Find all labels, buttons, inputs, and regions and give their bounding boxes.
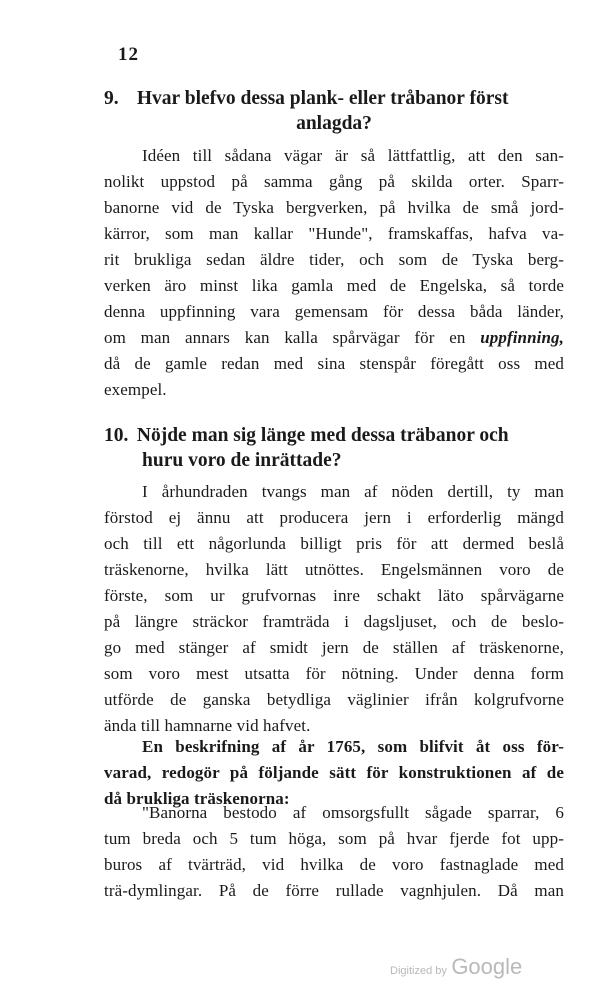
text-line: träskenorne, hvilka lätt utnöttes. Engelsmännen voro de: [104, 560, 564, 579]
text-line: "Banorna bestodo af omsorgsfullt sågade sparrar, 6: [142, 803, 564, 822]
watermark-prefix: Digitized by: [390, 965, 447, 977]
text-line: verken äro minst lika gamla med de Engelska, så torde: [104, 276, 564, 295]
text-line: och till ett någorlunda billigt pris för att dermed beslå: [104, 534, 564, 553]
section-10-title-line-2: huru voro de inrättade?: [142, 450, 342, 471]
section-9-title-line-1: Hvar blefvo dessa plank- eller tråbanor först: [136, 88, 509, 109]
section-9-paragraph: [104, 143, 564, 403]
text-fragment: om man annars kan kalla spårvägar för en: [104, 328, 466, 347]
text-line: förstod ej ännu att producera jern i erforderlig mängd: [104, 508, 564, 527]
text-line: Idéen till sådana vägar är så lättfattlig, att den san-: [142, 146, 564, 165]
text-line: denna uppfinning vara gemensam för dessa båda länder,: [104, 302, 564, 321]
text-line: kärror, som man kallar "Hunde", framskaffas, hafva va-: [104, 224, 564, 243]
text-line: exempel.: [104, 380, 167, 399]
section-10-title-line-1: Nöjde man sig länge med dessa träbanor och: [136, 425, 509, 446]
section-9-heading: [104, 86, 564, 136]
text-line: som voro mest utsatta för nötning. Under denna form: [104, 664, 564, 683]
page-number: 12: [118, 44, 139, 65]
section-10-heading: [104, 423, 564, 473]
text-line: då de gamle redan med sina stenspår föregått oss med: [104, 354, 564, 373]
text-line-with-emphasis: [104, 325, 564, 351]
section-10-quotation: [104, 800, 564, 904]
text-line: rit brukliga sedan äldre tider, och som de Tyska berg-: [104, 250, 564, 269]
text-line: utförde de ganska betydliga väglinier ifrån kolgrufvorne: [104, 690, 564, 709]
watermark-brand: Google: [451, 954, 523, 979]
section-9-title-line-2: anlagda?: [296, 113, 372, 134]
text-line: buros af tvärträd, vid hvilka de voro fastnaglade med: [104, 855, 564, 874]
text-line: ända till hamnarne vid hafvet.: [104, 716, 311, 735]
text-line: go med stänger af smidt jern de ställen af träskenorne,: [104, 638, 564, 657]
section-10-number: 10.: [104, 425, 129, 446]
text-line: trä-dymlingar. På de förre rullade vagnhjulen. Då man: [104, 881, 564, 900]
emphasized-word: uppfinning,: [480, 328, 564, 347]
digitized-by-google-watermark: [390, 954, 522, 980]
text-line: varad, redogör på följande sätt för konstruktionen af de: [104, 763, 564, 782]
section-10-paragraph-1: [104, 479, 564, 739]
text-line: tum breda och 5 tum höga, som på hvar fjerde fot upp-: [104, 829, 564, 848]
text-line: I århundraden tvangs man af nöden dertill, ty man: [142, 482, 564, 501]
section-9-number: 9.: [104, 88, 119, 109]
text-line: nolikt uppstod på samma gång på skilda orter. Sparr-: [104, 172, 564, 191]
text-line: förste, som ur grufvornas inre schakt läto spårvägarne: [104, 586, 564, 605]
text-line: En beskrifning af år 1765, som blifvit åt oss för-: [142, 737, 564, 756]
text-line: banorne vid de Tyska bergverken, på hvilka de små jord-: [104, 198, 564, 217]
text-line: då brukliga träskenorna:: [104, 789, 290, 808]
text-line: på längre sträckor framträda i dagsljuset, och de beslo-: [104, 612, 564, 631]
